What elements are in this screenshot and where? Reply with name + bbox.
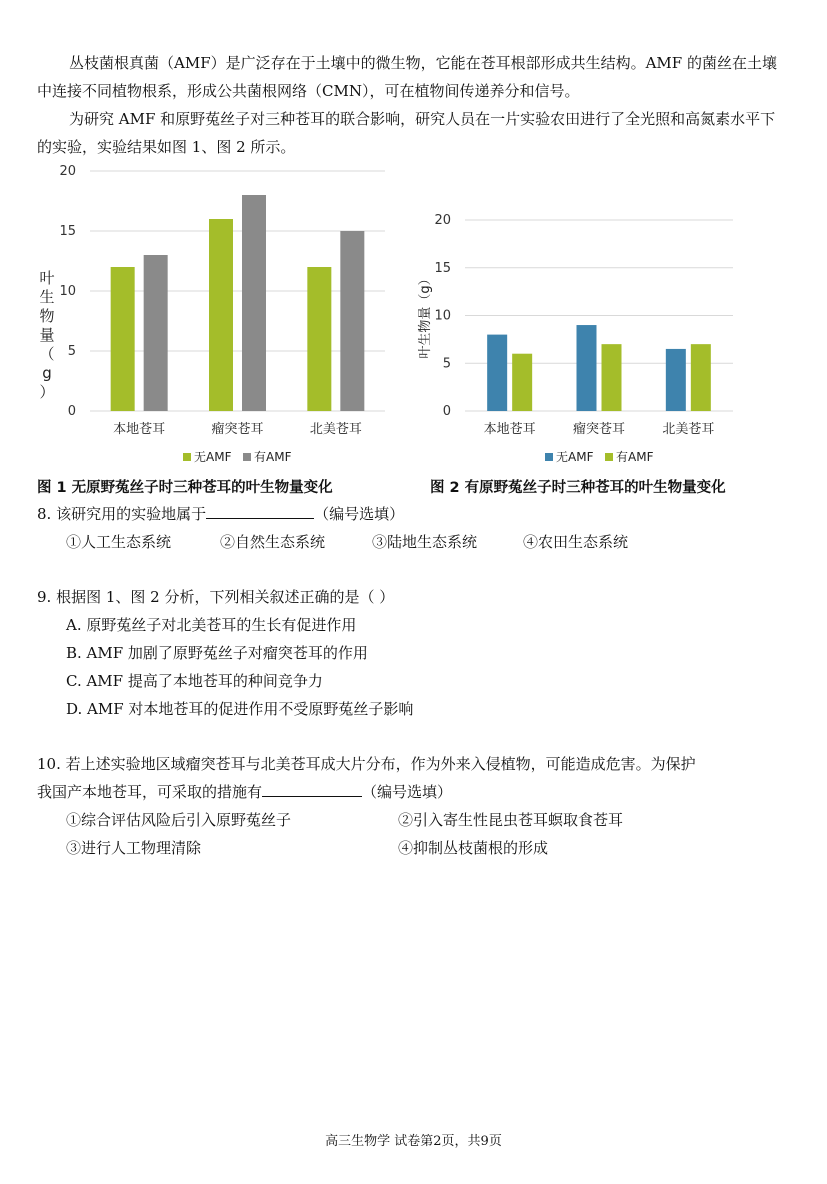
- bar-1-2-2: [242, 195, 266, 411]
- y-tick-label: 20: [59, 164, 76, 179]
- page-footer: 高三生物学 试卷第2页，共9页: [325, 1134, 502, 1149]
- question-8-stem-text: 8. 该研究用的实验地属于: [37, 505, 207, 523]
- answer-blank-q8[interactable]: [206, 500, 314, 519]
- y-axis-label: 叶生物量（g）: [418, 272, 433, 359]
- legend-label-1: 无AMF: [194, 450, 232, 464]
- x-tick-label: 本地苍耳: [483, 422, 536, 437]
- y-axis-label-char: 量: [39, 326, 55, 344]
- legend-swatch-1: [545, 453, 553, 461]
- y-tick-label: 5: [442, 356, 451, 372]
- question-10-stem-line-2: [37, 778, 452, 806]
- bar-2-2-1: [577, 325, 597, 411]
- question-8-stem: [37, 500, 404, 528]
- legend-label-1: 无AMF: [556, 450, 594, 464]
- q9-option-d: D. AMF 对本地苍耳的促进作用不受原野菟丝子影响: [66, 700, 414, 718]
- question-10-stem-line-1: 10. 若上述实验地区域瘤突苍耳与北美苍耳成大片分布，作为外来入侵植物，可能造成危害。为保护: [37, 755, 696, 773]
- bar-2-2-2: [602, 344, 622, 411]
- bar-1-1-1: [111, 267, 135, 411]
- y-tick-label: 15: [59, 224, 76, 239]
- bar-1-3-2: [340, 231, 364, 411]
- legend-swatch-2: [243, 453, 251, 461]
- q10-option-4: ④抑制丛枝菌根的形成: [398, 839, 549, 857]
- bar-1-1-2: [144, 255, 168, 411]
- y-axis-label-char: （: [39, 345, 55, 363]
- x-tick-label: 北美苍耳: [662, 422, 715, 437]
- q9-option-b: B. AMF 加剧了原野菟丝子对瘤突苍耳的作用: [66, 644, 368, 662]
- question-8-hint: （编号选填）: [314, 505, 405, 523]
- y-tick-label: 5: [67, 344, 76, 359]
- intro-paragraph-1: 丛枝菌根真菌（AMF）是广泛存在于土壤中的微生物，它能在苍耳根部形成共生结构。AMF 的菌丝在土壤中连接不同植物根系，形成公共菌根网络（CMN），可在植物间传递养分和信号。: [37, 54, 777, 100]
- bar-1-2-1: [209, 219, 233, 411]
- y-tick-label: 15: [434, 260, 451, 276]
- q10-option-3: ③进行人工物理清除: [66, 839, 202, 857]
- q8-option-1: ①人工生态系统: [66, 533, 172, 551]
- x-tick-label: 瘤突苍耳: [211, 422, 264, 437]
- y-axis-label-char: 叶: [39, 269, 55, 287]
- bar-2-3-2: [691, 344, 711, 411]
- legend-swatch-2: [605, 453, 613, 461]
- y-tick-label: 0: [67, 404, 76, 419]
- bar-2-1-1: [487, 335, 507, 411]
- x-tick-label: 北美苍耳: [309, 422, 362, 437]
- q10-option-2: ②引入寄生性昆虫苍耳螟取食苍耳: [398, 811, 624, 829]
- question-10-hint: （编号选填）: [362, 783, 453, 801]
- figure-2-caption: 图 2 有原野菟丝子时三种苍耳的叶生物量变化: [430, 480, 726, 496]
- q8-option-3: ③陆地生态系统: [372, 533, 478, 551]
- x-tick-label: 本地苍耳: [113, 422, 166, 437]
- figure-1-chart: [30, 160, 400, 475]
- q8-option-4: ④农田生态系统: [523, 533, 629, 551]
- y-tick-label: 20: [434, 213, 451, 228]
- bar-2-3-1: [666, 349, 686, 411]
- y-axis-label-char: ）: [39, 383, 55, 401]
- legend-label-2: 有AMF: [616, 450, 654, 464]
- legend-swatch-1: [183, 453, 191, 461]
- legend-label-2: 有AMF: [254, 450, 292, 464]
- y-axis-label-char: 生: [39, 288, 55, 306]
- q9-option-c: C. AMF 提高了本地苍耳的种间竞争力: [66, 672, 323, 690]
- y-axis-label-char: 物: [39, 307, 55, 325]
- bar-1-3-1: [307, 267, 331, 411]
- q9-option-a: A. 原野菟丝子对北美苍耳的生长有促进作用: [66, 616, 357, 634]
- question-10-stem-text: 我国产本地苍耳，可采取的措施有: [37, 783, 263, 801]
- intro-paragraph-2: 为研究 AMF 和原野菟丝子对三种苍耳的联合影响，研究人员在一片实验农田进行了全光照和高氮素水平下的实验，实验结果如图 1、图 2 所示。: [37, 110, 776, 156]
- x-tick-label: 瘤突苍耳: [572, 422, 626, 437]
- bar-2-1-2: [512, 354, 532, 411]
- figure-1-caption: 图 1 无原野菟丝子时三种苍耳的叶生物量变化: [37, 480, 333, 496]
- answer-blank-q10[interactable]: [262, 778, 362, 797]
- y-tick-label: 10: [434, 308, 451, 324]
- figure-2-chart: [415, 205, 750, 475]
- q10-option-1: ①综合评估风险后引入原野菟丝子: [66, 811, 292, 829]
- y-tick-label: 10: [59, 284, 76, 299]
- question-9-stem: 9. 根据图 1、图 2 分析，下列相关叙述正确的是（ ）: [37, 588, 395, 606]
- y-tick-label: 0: [442, 404, 451, 419]
- q8-option-2: ②自然生态系统: [220, 533, 326, 551]
- y-axis-label-char: g: [42, 364, 52, 382]
